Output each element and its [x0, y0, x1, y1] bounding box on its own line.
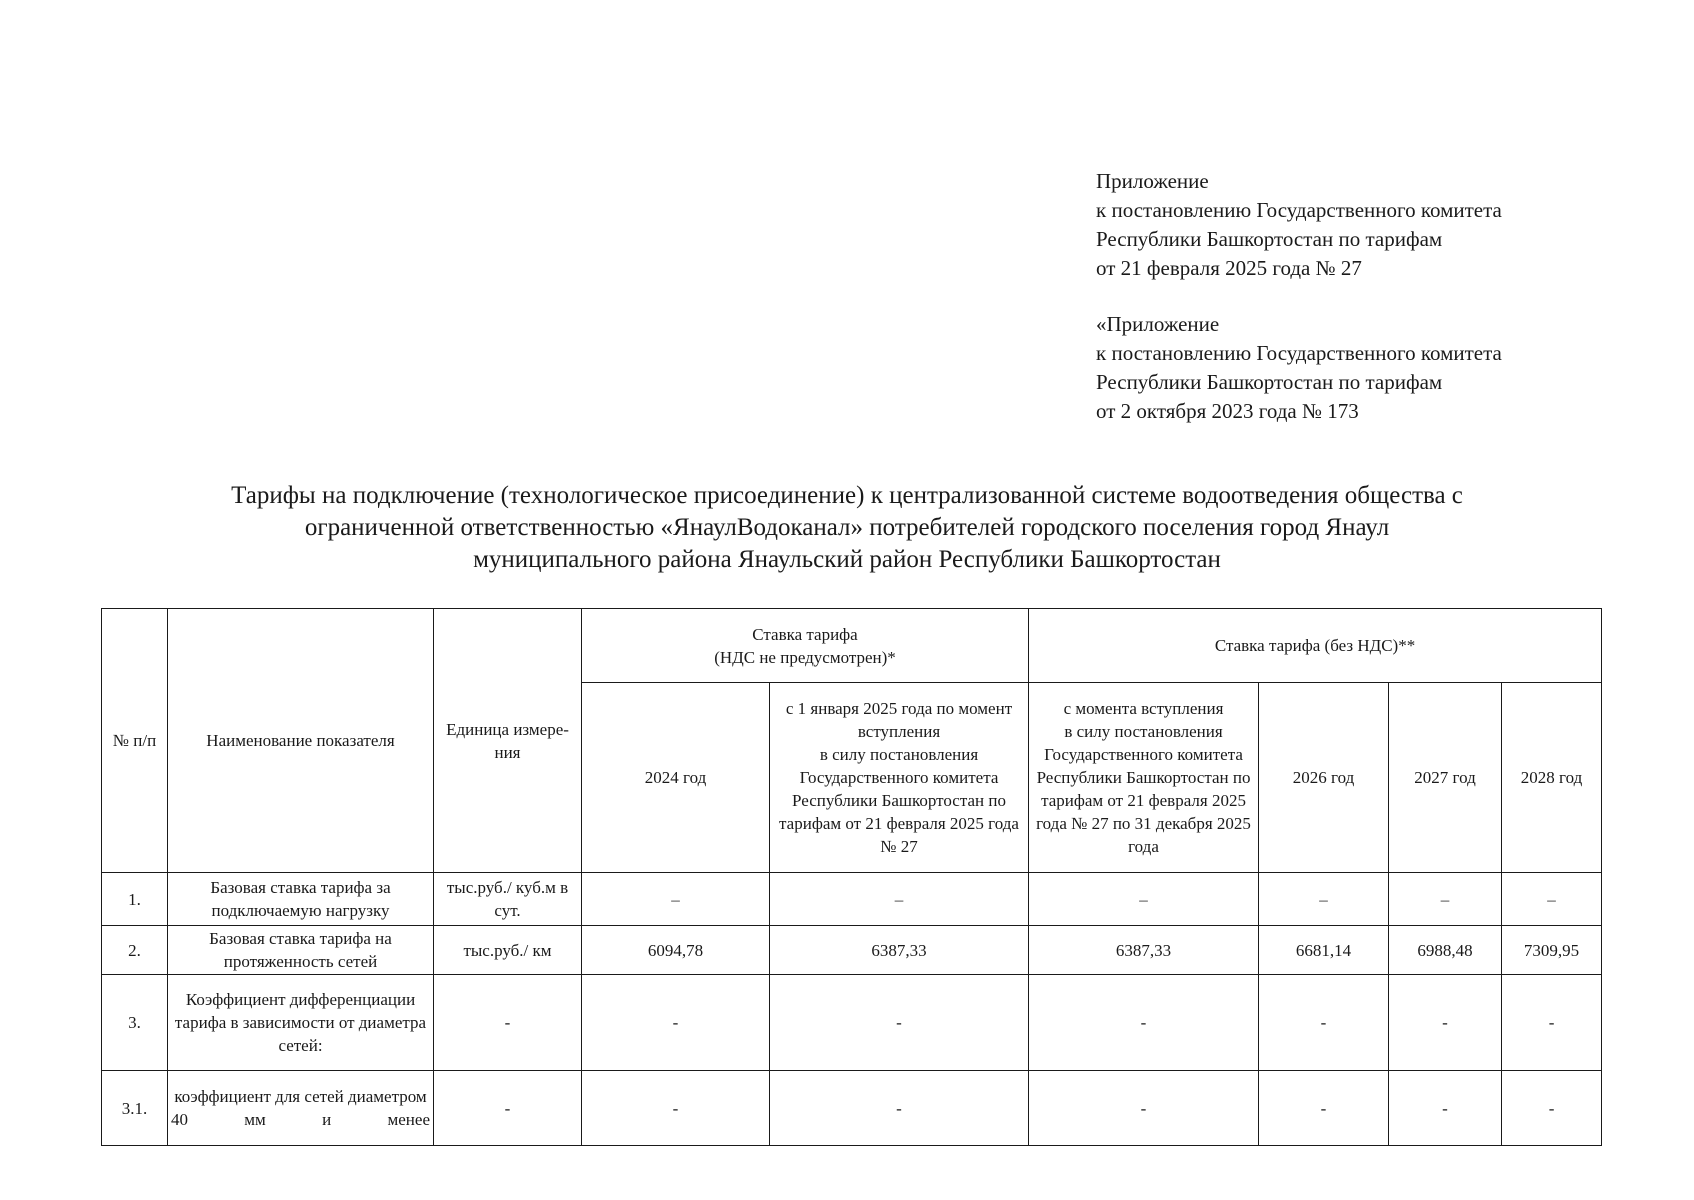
tariff-table [101, 608, 1602, 1146]
row-name: коэффициент для сетей диаметром 40 мм и менее [168, 1071, 434, 1146]
appendix-line: Приложение [1096, 169, 1209, 193]
appendix-line: от 2 октября 2023 года № 173 [1096, 399, 1359, 423]
value-2025-from-decree: 6387,33 [1029, 926, 1259, 975]
value-2024: 6094,78 [582, 926, 770, 975]
value-2028: – [1502, 873, 1602, 926]
row-unit: - [434, 1071, 582, 1146]
row-unit: - [434, 975, 582, 1071]
header-group-without-vat: Ставка тарифа (без НДС)** [1029, 609, 1602, 683]
title-line: Тарифы на подключение (технологическое присоединение) к централизованной системе водоотведения общества с [231, 482, 1463, 509]
header-2026: 2026 год [1259, 683, 1389, 873]
value-2027: - [1389, 1071, 1502, 1146]
appendix-line: Республики Башкортостан по тарифам [1096, 370, 1443, 394]
value-2025-from-decree: - [1029, 975, 1259, 1071]
row-name: Коэффициент дифференциации тарифа в зависимости от диаметра сетей: [168, 975, 434, 1071]
value-2024: - [582, 975, 770, 1071]
value-2025-jan: - [770, 1071, 1029, 1146]
value-2024: - [582, 1071, 770, 1146]
value-2026: 6681,14 [1259, 926, 1389, 975]
header-name: Наименование показателя [168, 609, 434, 873]
row-unit: тыс.руб./ куб.м в сут. [434, 873, 582, 926]
row-unit: тыс.руб./ км [434, 926, 582, 975]
header-2025-from-decree: с момента вступления в силу постановления Государственного комитета Республики Башкортостан по тарифам от 21 февраля 2025 года № 27 по 31 декабря 2025 года [1029, 683, 1259, 873]
row-num: 3.1. [102, 1071, 168, 1146]
appendix-previous-header [1096, 310, 1502, 426]
value-2028: - [1502, 975, 1602, 1071]
value-2028: - [1502, 1071, 1602, 1146]
value-2026: - [1259, 975, 1389, 1071]
value-2026: - [1259, 1071, 1389, 1146]
value-2027: - [1389, 975, 1502, 1071]
table-row [102, 1071, 1602, 1146]
header-unit: Единица измере-ния [434, 609, 582, 873]
header-2028: 2028 год [1502, 683, 1602, 873]
header-group-vat-not-applicable: Ставка тарифа (НДС не предусмотрен)* [582, 609, 1029, 683]
row-name: Базовая ставка тарифа на протяженность сетей [168, 926, 434, 975]
appendix-line: к постановлению Государственного комитета [1096, 198, 1502, 222]
header-num: № п/п [102, 609, 168, 873]
row-num: 3. [102, 975, 168, 1071]
appendix-line: Республики Башкортостан по тарифам [1096, 227, 1443, 251]
value-2024: – [582, 873, 770, 926]
value-2027: 6988,48 [1389, 926, 1502, 975]
appendix-line: от 21 февраля 2025 года № 27 [1096, 256, 1362, 280]
value-2025-jan: 6387,33 [770, 926, 1029, 975]
table-header-row [102, 609, 1602, 683]
value-2025-jan: – [770, 873, 1029, 926]
value-2025-from-decree: - [1029, 1071, 1259, 1146]
appendix-current-header [1096, 167, 1502, 283]
title-line: ограниченной ответственностью «ЯнаулВодоканал» потребителей городского поселения город Янаул [304, 514, 1390, 541]
table-row [102, 873, 1602, 926]
value-2026: – [1259, 873, 1389, 926]
value-2028: 7309,95 [1502, 926, 1602, 975]
value-2025-from-decree: – [1029, 873, 1259, 926]
appendix-line: «Приложение [1096, 312, 1220, 336]
value-2025-jan: - [770, 975, 1029, 1071]
table-row [102, 926, 1602, 975]
row-num: 2. [102, 926, 168, 975]
value-2027: – [1389, 873, 1502, 926]
title-line: муниципального района Янаульский район Республики Башкортостан [473, 546, 1221, 573]
row-name: Базовая ставка тарифа за подключаемую нагрузку [168, 873, 434, 926]
table-row [102, 975, 1602, 1071]
row-num: 1. [102, 873, 168, 926]
document-title [0, 480, 1694, 576]
appendix-line: к постановлению Государственного комитета [1096, 341, 1502, 365]
header-2027: 2027 год [1389, 683, 1502, 873]
header-2025-jan: с 1 января 2025 года по момент вступления в силу постановления Государственного комитета Республики Башкортостан по тарифам от 21 февраля 2025 года № 27 [770, 683, 1029, 873]
header-2024: 2024 год [582, 683, 770, 873]
